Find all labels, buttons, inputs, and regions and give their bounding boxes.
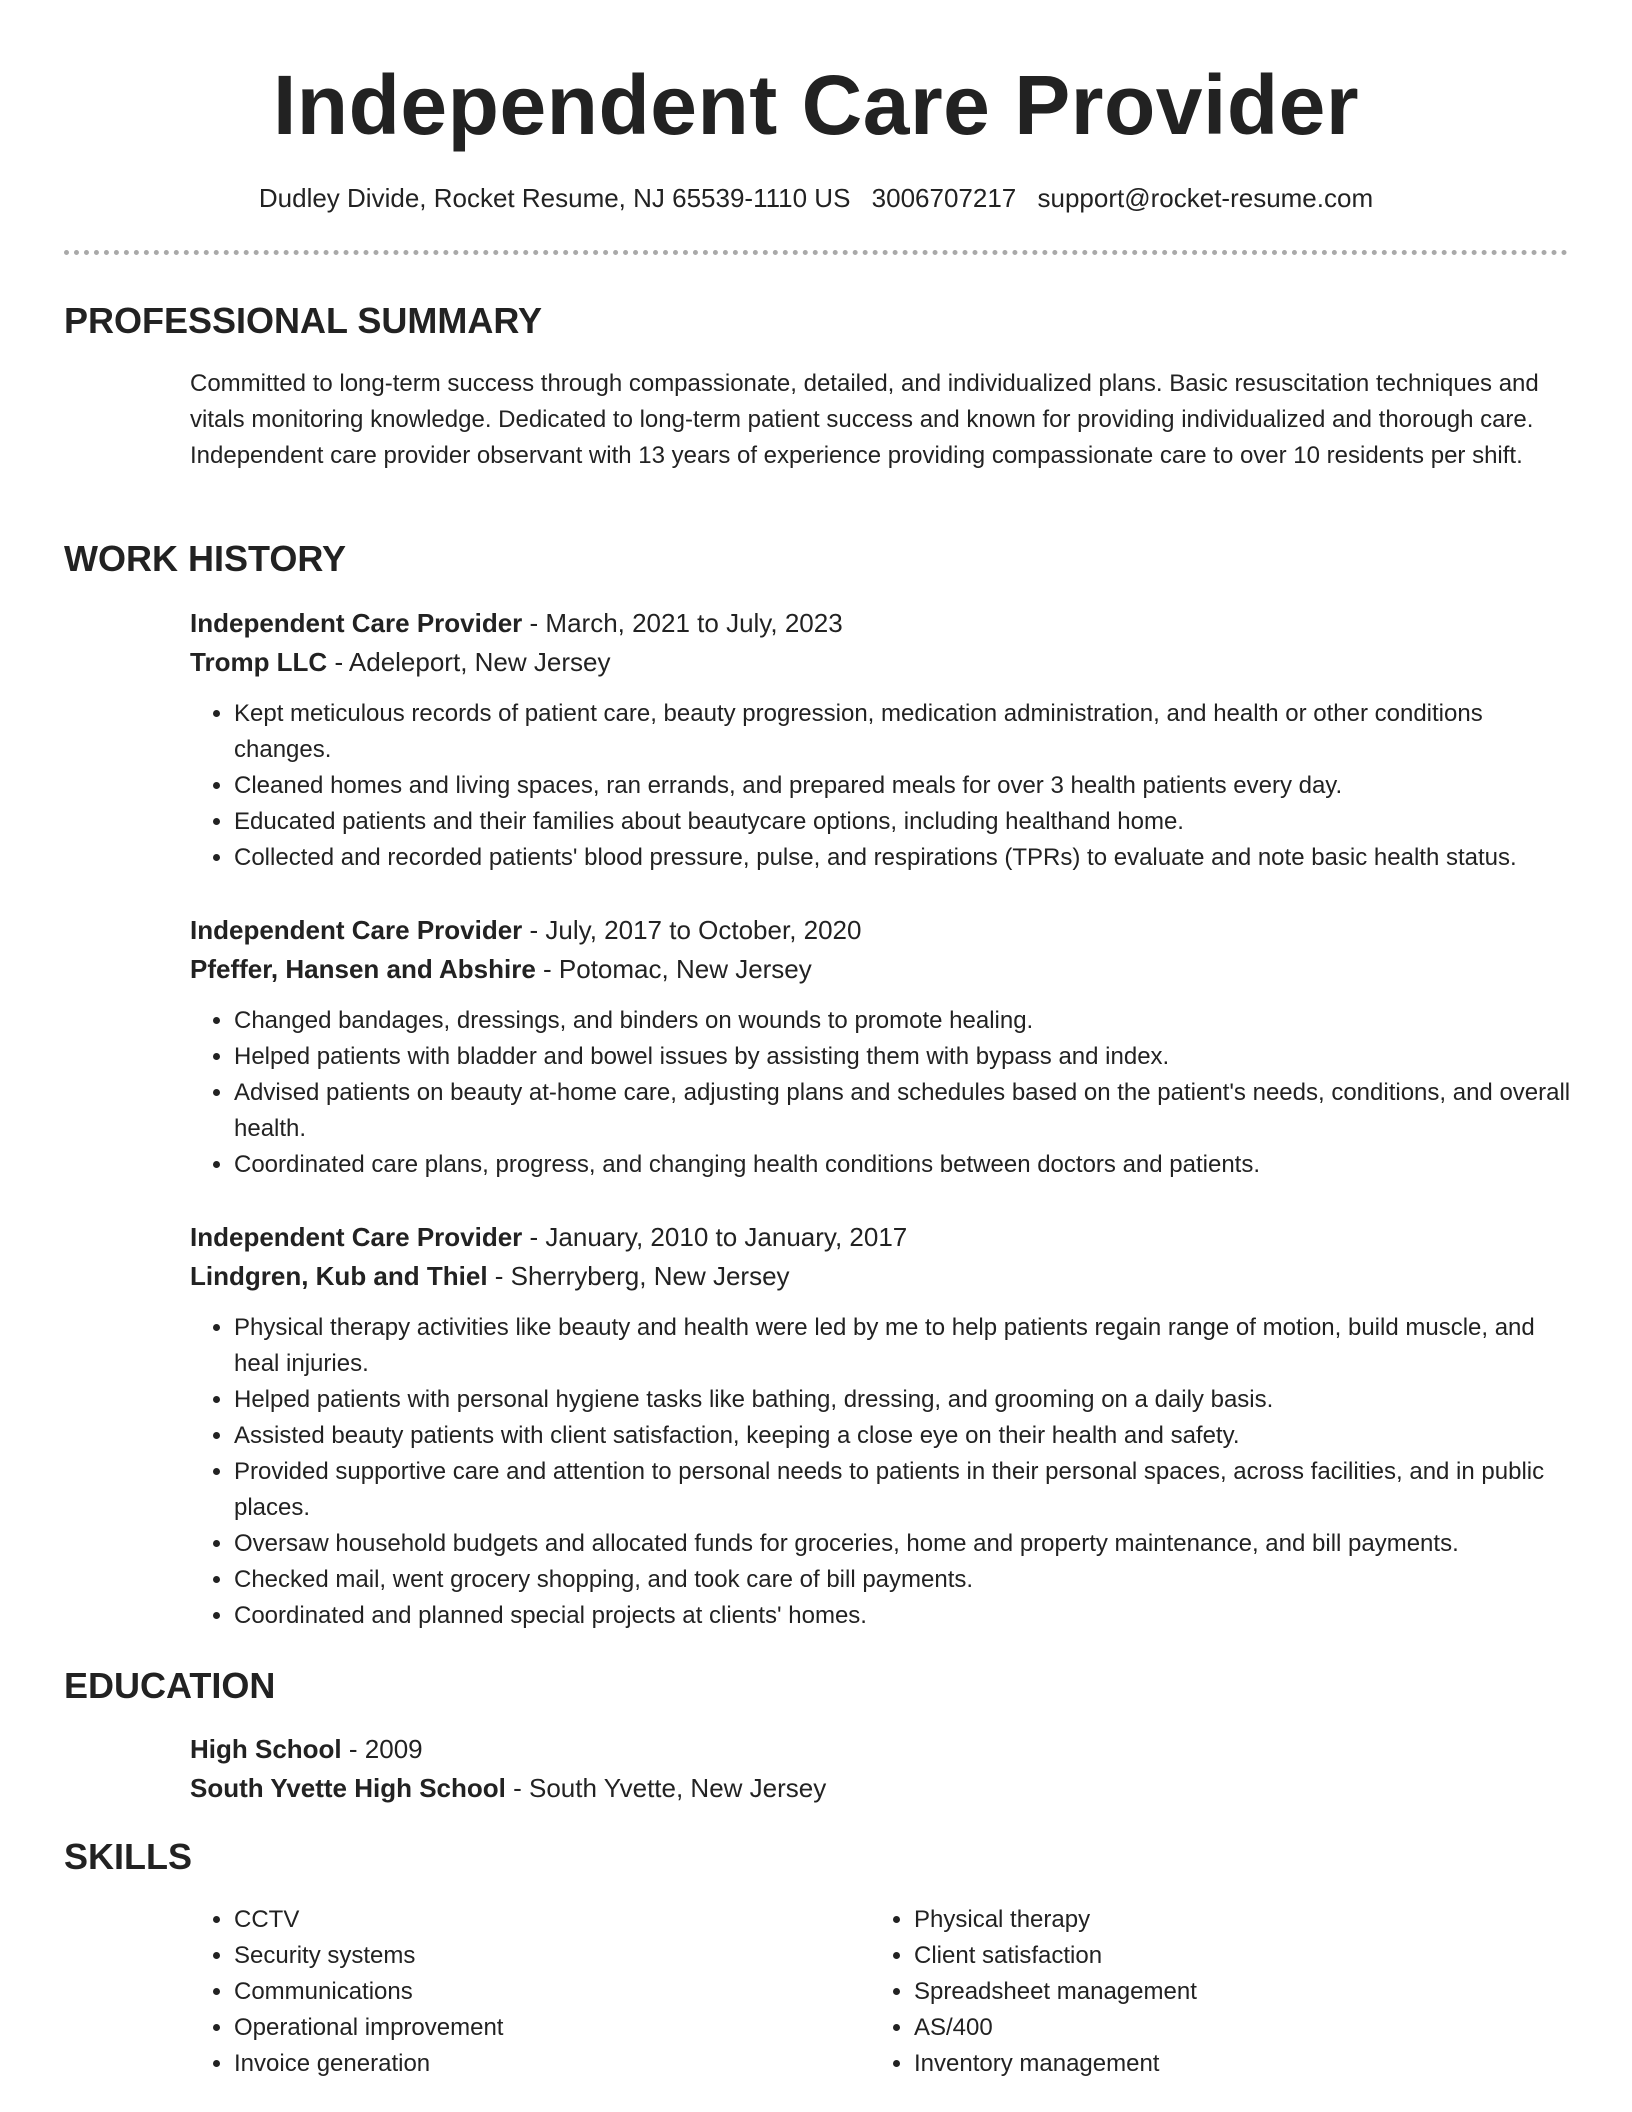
- skill-item: • Communications: [234, 1974, 870, 2010]
- skill-item: • Inventory management: [914, 2046, 1550, 2082]
- contact-address: Dudley Divide, Rocket Resume, NJ 65539-1110 US: [258, 183, 851, 213]
- education-school: South Yvette High School: [190, 1773, 506, 1803]
- list-item: • Advised patients on beauty at-home care, adjusting plans and schedules based on the patient's needs, conditions, and overall health.: [234, 1075, 1580, 1147]
- skill-item: • CCTV: [234, 1902, 870, 1938]
- job-entry-1: [190, 604, 1580, 876]
- job-entry-3: [190, 1218, 1580, 1634]
- contact-phone: 3006707217: [871, 183, 1017, 213]
- skills-list-right: [870, 1902, 1550, 2082]
- skill-item: • Client satisfaction: [914, 1938, 1550, 1974]
- education-degree-line: [190, 1730, 1580, 1769]
- job-bullets: [190, 696, 1580, 876]
- summary-heading: PROFESSIONAL SUMMARY: [64, 300, 543, 341]
- job-title-line: [190, 604, 1580, 643]
- list-item: • Provided supportive care and attention to personal needs to patients in their personal spaces, across facilities, and in public places.: [234, 1454, 1580, 1526]
- contact-line: [0, 180, 1632, 216]
- education-entry: [190, 1730, 1580, 1808]
- job-bullets: [190, 1310, 1580, 1634]
- list-item: • Coordinated care plans, progress, and changing health conditions between doctors and patients.: [234, 1147, 1580, 1183]
- job-company: Lindgren, Kub and Thiel: [190, 1261, 488, 1291]
- skill-item: • Security systems: [234, 1938, 870, 1974]
- list-item: • Physical therapy activities like beauty and health were led by me to help patients regain range of motion, build muscle, and heal injuries.: [234, 1310, 1580, 1382]
- education-school-line: [190, 1769, 1580, 1808]
- skills-columns: [190, 1902, 1570, 2082]
- skill-item: • Physical therapy: [914, 1902, 1550, 1938]
- job-entry-2: [190, 911, 1580, 1183]
- skills-heading: SKILLS: [64, 1836, 193, 1877]
- job-location: - Potomac, New Jersey: [535, 954, 812, 984]
- job-dates: - January, 2010 to January, 2017: [522, 1222, 908, 1252]
- job-company-line: [190, 643, 1580, 682]
- education-location: - South Yvette, New Jersey: [505, 1773, 827, 1803]
- skill-item: • AS/400: [914, 2010, 1550, 2046]
- list-item: • Oversaw household budgets and allocated funds for groceries, home and property maintenance, and bill payments.: [234, 1526, 1580, 1562]
- list-item: • Coordinated and planned special projects at clients' homes.: [234, 1598, 1580, 1634]
- candidate-name: Independent Care Provider: [272, 58, 1360, 152]
- list-item: • Helped patients with personal hygiene tasks like bathing, dressing, and grooming on a daily basis.: [234, 1382, 1580, 1418]
- list-item: • Helped patients with bladder and bowel issues by assisting them with bypass and index.: [234, 1039, 1580, 1075]
- job-company: Tromp LLC: [190, 647, 328, 677]
- job-role: Independent Care Provider: [190, 608, 523, 638]
- list-item: • Checked mail, went grocery shopping, and took care of bill payments.: [234, 1562, 1580, 1598]
- job-company-line: [190, 1257, 1580, 1296]
- list-item: • Collected and recorded patients' blood pressure, pulse, and respirations (TPRs) to evaluate and note basic health status.: [234, 840, 1580, 876]
- summary-text: Committed to long-term success through compassionate, detailed, and individualized plans. Basic resuscitation techniques and vitals monitoring knowledge. Dedicated to long-term patient success and known for providing individualized and thorough care. Independent care provider observant with 13 years of experience providing compassionate care to over 10 residents per shift.: [190, 370, 1539, 469]
- education-degree: High School: [190, 1734, 342, 1764]
- job-title-line: [190, 911, 1580, 950]
- work-history-heading: WORK HISTORY: [64, 538, 347, 579]
- job-dates: - March, 2021 to July, 2023: [522, 608, 843, 638]
- job-title-line: [190, 1218, 1580, 1257]
- contact-email: support@rocket-resume.com: [1037, 183, 1374, 213]
- job-role: Independent Care Provider: [190, 915, 523, 945]
- job-bullets: [190, 1003, 1580, 1183]
- education-year: - 2009: [341, 1734, 423, 1764]
- job-role: Independent Care Provider: [190, 1222, 523, 1252]
- job-location: - Sherryberg, New Jersey: [487, 1261, 790, 1291]
- skill-item: • Operational improvement: [234, 2010, 870, 2046]
- job-company-line: [190, 950, 1580, 989]
- list-item: • Assisted beauty patients with client satisfaction, keeping a close eye on their health and safety.: [234, 1418, 1580, 1454]
- skill-item: • Invoice generation: [234, 2046, 870, 2082]
- list-item: • Changed bandages, dressings, and binders on wounds to promote healing.: [234, 1003, 1580, 1039]
- job-dates: - July, 2017 to October, 2020: [522, 915, 862, 945]
- list-item: • Kept meticulous records of patient care, beauty progression, medication administration, and health or other conditions changes.: [234, 696, 1580, 768]
- job-company: Pfeffer, Hansen and Abshire: [190, 954, 536, 984]
- header-divider: [64, 250, 1568, 255]
- list-item: • Educated patients and their families about beautycare options, including healthand home.: [234, 804, 1580, 840]
- job-location: - Adeleport, New Jersey: [327, 647, 611, 677]
- skill-item: • Spreadsheet management: [914, 1974, 1550, 2010]
- skills-list-left: [190, 1902, 870, 2082]
- education-heading: EDUCATION: [64, 1665, 276, 1706]
- list-item: • Cleaned homes and living spaces, ran errands, and prepared meals for over 3 health patients every day.: [234, 768, 1580, 804]
